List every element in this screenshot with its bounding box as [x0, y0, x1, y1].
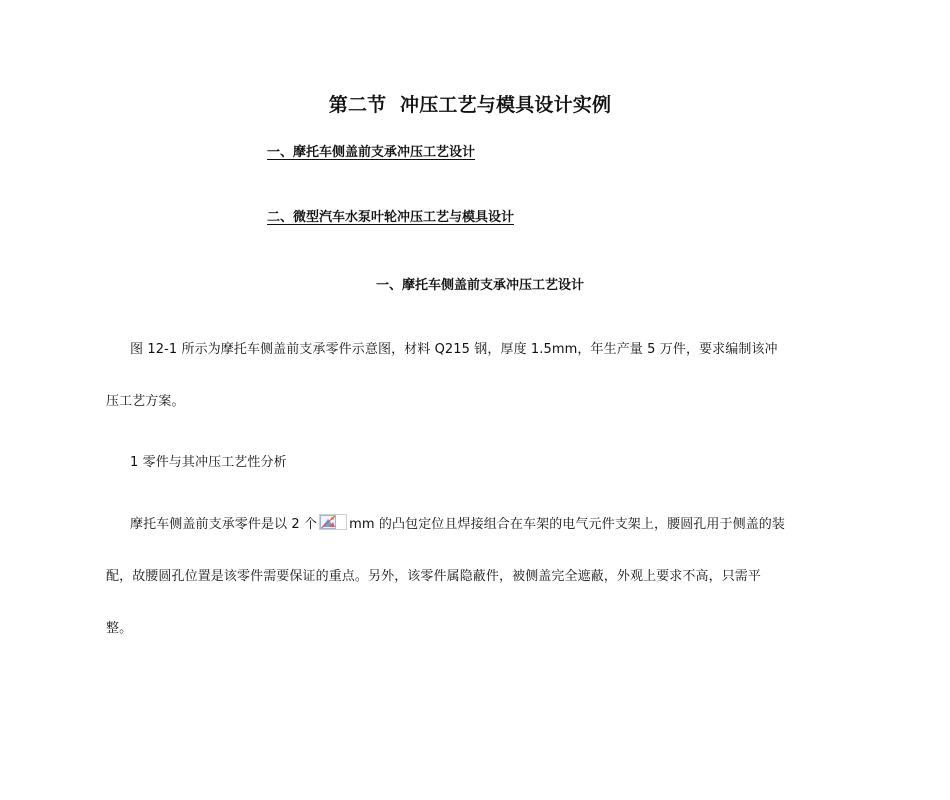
- paragraph-2-text-before-image: 摩托车侧盖前支承零件是以 2 个: [130, 517, 318, 532]
- toc-link-motorcycle-cover-support[interactable]: 一、摩托车侧盖前支承冲压工艺设计: [267, 145, 476, 160]
- paragraph-1-line-2: 压工艺方案。: [106, 394, 185, 409]
- paragraph-2-line-2: 配，故腰圆孔位置是该零件需要保证的重点。另外，该零件属隐蔽件，被侧盖完全遮蔽，外观上要求不高，只需平: [106, 569, 762, 584]
- paragraph-1-line-1: 图 12-1 所示为摩托车侧盖前支承零件示意图，材料 Q215 钢，厚度 1.5mm，年生产量 5 万件，要求编制该冲: [130, 342, 778, 357]
- subheading-part-analysis: 1 零件与其冲压工艺性分析: [130, 455, 287, 470]
- section-heading: 一、摩托车侧盖前支承冲压工艺设计: [375, 278, 584, 293]
- broken-image-icon: [319, 514, 347, 530]
- page-title: 第二节 冲压工艺与模具设计实例: [328, 94, 612, 116]
- paragraph-2-line-3: 整。: [106, 621, 133, 636]
- toc-link-water-pump-impeller[interactable]: 二、微型汽车水泵叶轮冲压工艺与模具设计: [267, 210, 515, 225]
- paragraph-2-line-1: [130, 513, 785, 532]
- paragraph-2-text-after-image: mm 的凸包定位且焊接组合在车架的电气元件支架上，腰圆孔用于侧盖的装: [349, 517, 786, 532]
